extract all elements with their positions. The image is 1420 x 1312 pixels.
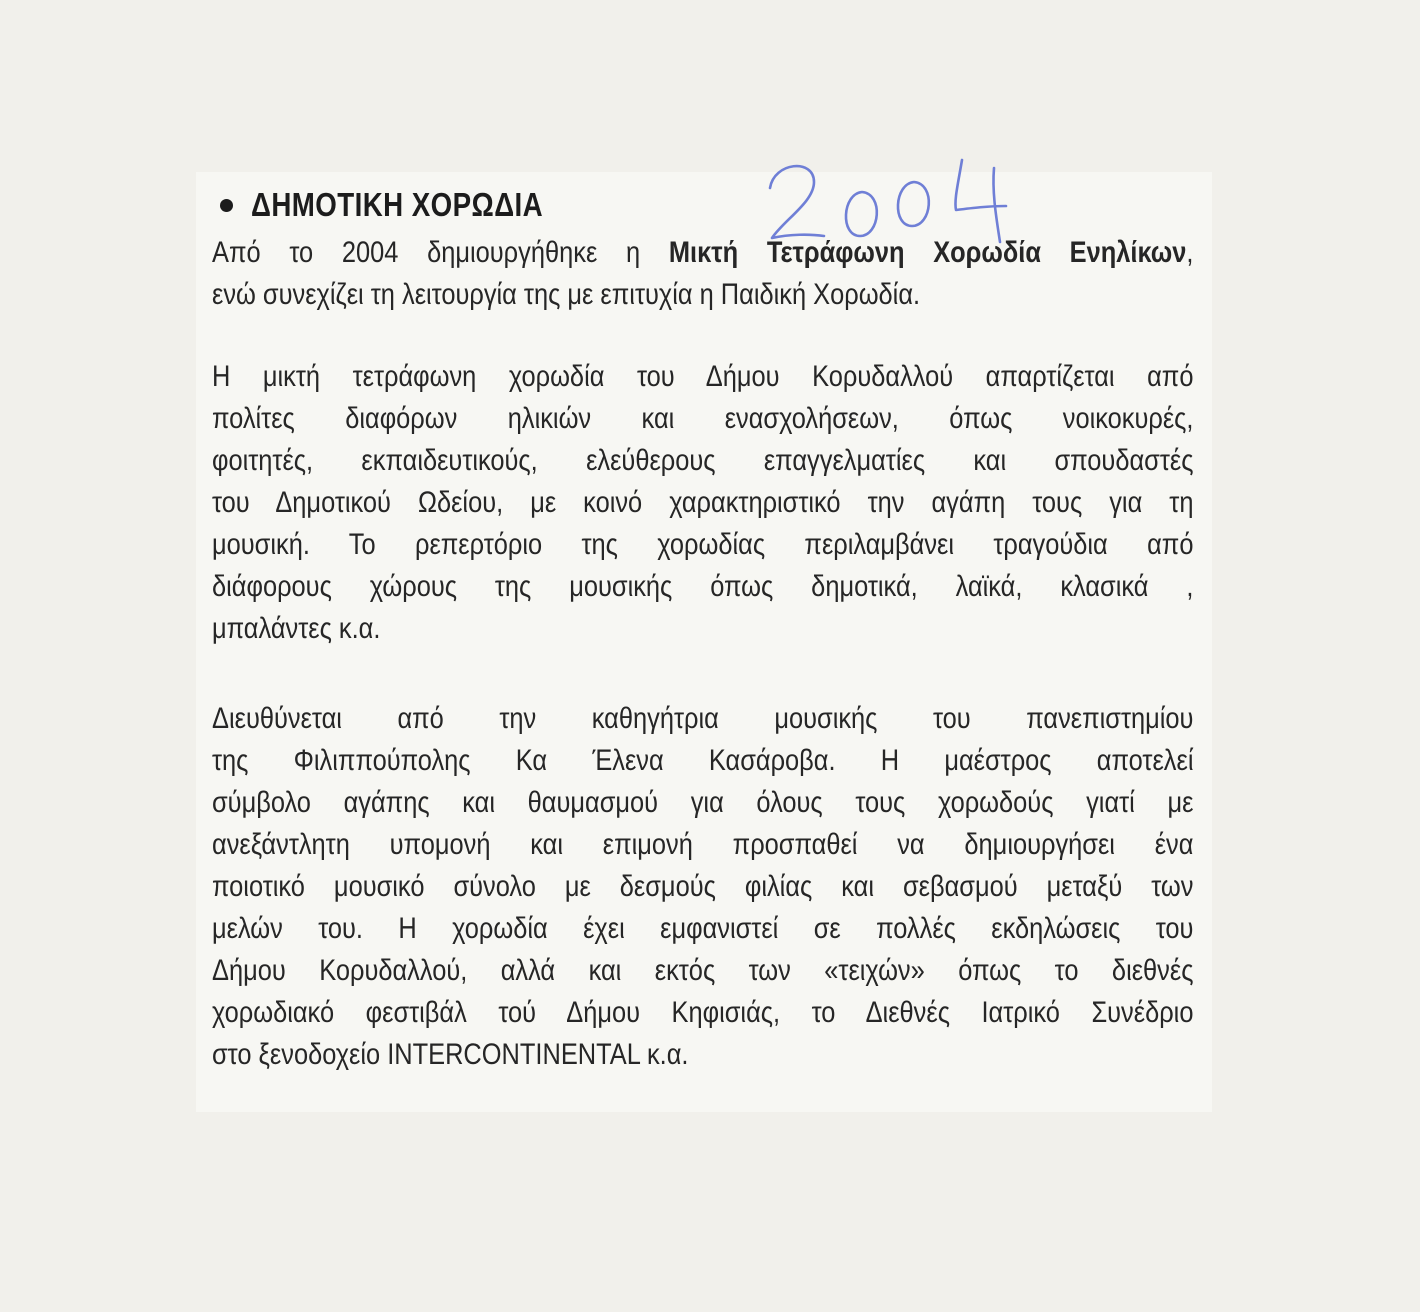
intro-block xyxy=(212,232,1194,316)
intro-line-1 xyxy=(212,232,1194,274)
paragraph-line: Δήμου Κορυδαλλού, αλλά και εκτός των «τειχών» όπως το διεθνές xyxy=(212,954,1194,987)
intro-text: Από το 2004 δημιουργήθηκε η xyxy=(212,236,669,269)
heading-text: ΔΗΜΟΤΙΚΗ ΧΟΡΩΔΙΑ xyxy=(251,186,544,223)
intro-line-2: ενώ συνεχίζει τη λειτουργία της με επιτυχία η Παιδική Χορωδία. xyxy=(212,278,921,311)
paragraph-1 xyxy=(212,356,1194,650)
paragraph-2 xyxy=(212,698,1194,1076)
paragraph-line: Η μικτή τετράφωνη χορωδία του Δήμου Κορυδαλλού απαρτίζεται από xyxy=(212,360,1194,393)
intro-punctuation: , xyxy=(1186,236,1194,269)
paragraph-line: σύμβολο αγάπης και θαυμασμού για όλους τους χορωδούς γιατί με xyxy=(212,786,1194,819)
paragraph-line: μελών του. Η χορωδία έχει εμφανιστεί σε πολλές εκδηλώσεις του xyxy=(212,912,1194,945)
choir-name: Μικτή Τετράφωνη Χορωδία Ενηλίκων xyxy=(668,236,1187,269)
bullet-icon xyxy=(220,199,233,212)
paragraph-line: φοιτητές, εκπαιδευτικούς, ελεύθερους επαγγελματίες και σπουδαστές xyxy=(212,444,1194,477)
paragraph-line: μπαλάντες κ.α. xyxy=(212,612,381,645)
paragraph-line: του Δημοτικού Ωδείου, με κοινό χαρακτηριστικό την αγάπη τους για τη xyxy=(212,486,1194,519)
paragraph-line: Διευθύνεται από την καθηγήτρια μουσικής του πανεπιστημίου xyxy=(212,702,1194,735)
paragraph-line: στο ξενοδοχείο INTERCONTINENTAL κ.α. xyxy=(212,1038,689,1071)
paragraph-line: χορωδιακό φεστιβάλ τού Δήμου Κηφισιάς, το Διεθνές Ιατρικό Συνέδριο xyxy=(212,996,1194,1029)
paragraph-line: της Φιλιππούπολης Κα Έλενα Κασάροβα. Η μαέστρος αποτελεί xyxy=(212,744,1194,777)
paragraph-line: ανεξάντλητη υπομονή και επιμονή προσπαθεί να δημιουργήσει ένα xyxy=(212,828,1194,861)
paragraph-line: πολίτες διαφόρων ηλικιών και ενασχολήσεων, όπως νοικοκυρές, xyxy=(212,402,1194,435)
paragraph-line: μουσική. Το ρεπερτόριο της χορωδίας περιλαμβάνει τραγούδια από xyxy=(212,528,1194,561)
paragraph-line: ποιοτικό μουσικό σύνολο με δεσμούς φιλίας και σεβασμού μεταξύ των xyxy=(212,870,1194,903)
paragraph-line: διάφορους χώρους της μουσικής όπως δημοτικά, λαϊκά, κλασικά , xyxy=(212,570,1194,603)
section-heading xyxy=(220,186,599,224)
